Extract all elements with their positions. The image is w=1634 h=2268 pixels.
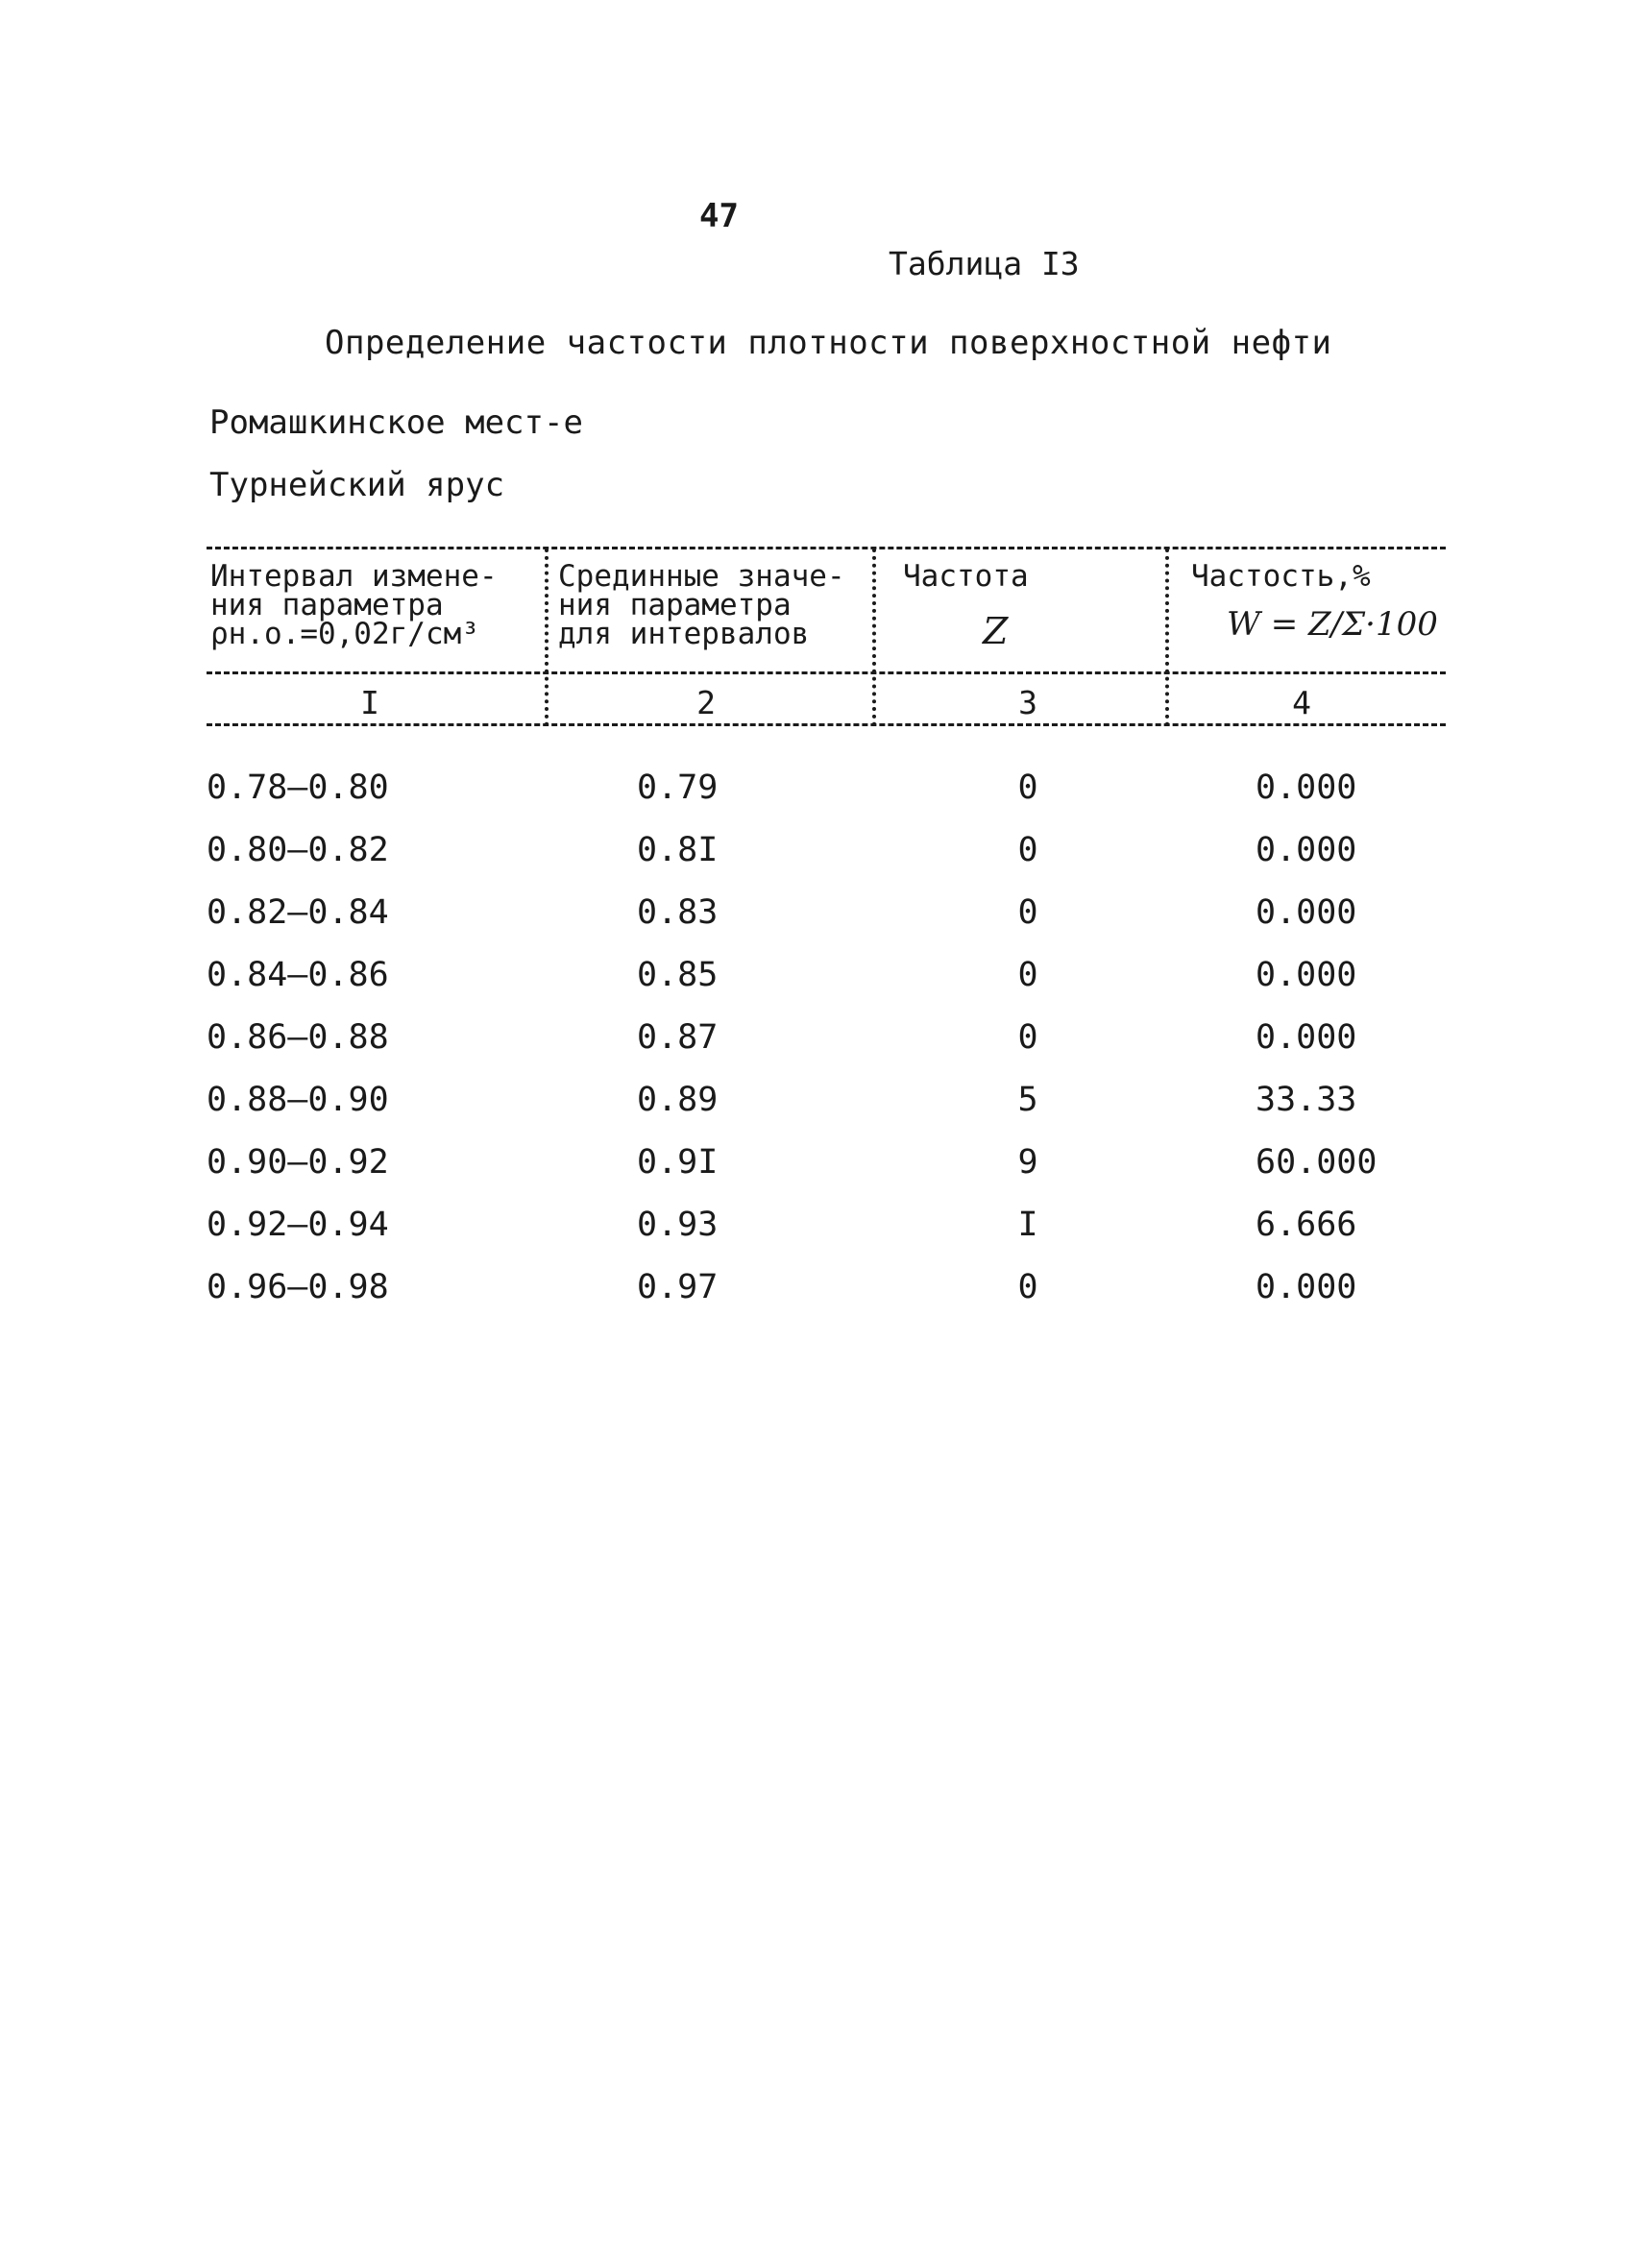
cell-frequency: 0 xyxy=(1017,1018,1038,1057)
cell-relative-frequency: 0.000 xyxy=(1256,1018,1357,1057)
table-row xyxy=(207,1081,1446,1143)
table-row xyxy=(207,831,1446,893)
cell-frequency: I xyxy=(1017,1206,1038,1244)
header-separator-1 xyxy=(545,549,549,726)
cell-interval: 0.80–0.82 xyxy=(207,831,389,869)
header-mid-rule xyxy=(207,671,1446,674)
cell-midpoint: 0.79 xyxy=(637,768,719,807)
table-row xyxy=(207,1018,1446,1081)
cell-midpoint: 0.85 xyxy=(637,956,719,994)
cell-frequency: 0 xyxy=(1017,893,1038,932)
cell-frequency: 5 xyxy=(1017,1081,1038,1119)
cell-interval: 0.96–0.98 xyxy=(207,1268,389,1306)
document-title: Определение частости плотности поверхностной нефти xyxy=(325,324,1332,362)
table-label: Таблица I3 xyxy=(889,245,1080,282)
cell-relative-frequency: 0.000 xyxy=(1256,956,1357,994)
cell-midpoint: 0.87 xyxy=(637,1018,719,1057)
cell-relative-frequency: 0.000 xyxy=(1256,1268,1357,1306)
cell-interval: 0.88–0.90 xyxy=(207,1081,389,1119)
table-row xyxy=(207,956,1446,1018)
cell-interval: 0.90–0.92 xyxy=(207,1143,389,1182)
cell-midpoint: 0.97 xyxy=(637,1268,719,1306)
cell-relative-frequency: 6.666 xyxy=(1256,1206,1357,1244)
field-name: Ромашкинское мест-е xyxy=(209,403,583,442)
cell-relative-frequency: 0.000 xyxy=(1256,768,1357,807)
cell-interval: 0.82–0.84 xyxy=(207,893,389,932)
cell-interval: 0.78–0.80 xyxy=(207,768,389,807)
table-row xyxy=(207,1143,1446,1206)
frequency-symbol: Z xyxy=(983,610,1009,652)
column-number-1: I xyxy=(360,684,379,721)
cell-relative-frequency: 0.000 xyxy=(1256,831,1357,869)
table-body xyxy=(207,768,1446,1330)
cell-frequency: 0 xyxy=(1017,956,1038,994)
header-separator-2 xyxy=(872,549,876,726)
header-top-rule xyxy=(207,547,1446,549)
page-number: 47 xyxy=(699,197,739,235)
cell-interval: 0.84–0.86 xyxy=(207,956,389,994)
cell-relative-frequency: 0.000 xyxy=(1256,893,1357,932)
table-row xyxy=(207,893,1446,956)
cell-frequency: 0 xyxy=(1017,768,1038,807)
header-bottom-rule xyxy=(207,723,1446,726)
cell-midpoint: 0.89 xyxy=(637,1081,719,1119)
cell-midpoint: 0.9I xyxy=(637,1143,719,1182)
table-row xyxy=(207,768,1446,831)
cell-relative-frequency: 60.000 xyxy=(1256,1143,1378,1182)
cell-frequency: 9 xyxy=(1017,1143,1038,1182)
table-header xyxy=(207,543,1446,730)
relative-frequency-formula: W = Z/Σ·100 xyxy=(1227,605,1438,644)
cell-midpoint: 0.93 xyxy=(637,1206,719,1244)
header-col-interval: Интервал измене- ния параметра ρн.о.=0,02г/см³ xyxy=(210,559,498,651)
stage-name: Турнейский ярус xyxy=(209,466,505,504)
cell-interval: 0.86–0.88 xyxy=(207,1018,389,1057)
header-separator-3 xyxy=(1165,549,1169,726)
column-number-4: 4 xyxy=(1292,684,1311,721)
cell-interval: 0.92–0.94 xyxy=(207,1206,389,1244)
cell-frequency: 0 xyxy=(1017,1268,1038,1306)
column-number-3: 3 xyxy=(1018,684,1037,721)
column-number-2: 2 xyxy=(696,684,716,721)
header-col-midpoint: Срединные значе- ния параметра для интервалов xyxy=(558,559,845,651)
cell-midpoint: 0.83 xyxy=(637,893,719,932)
header-col-frequency: Частота xyxy=(903,559,1029,594)
table-row xyxy=(207,1206,1446,1268)
cell-relative-frequency: 33.33 xyxy=(1256,1081,1357,1119)
header-col-relative-frequency: Частость,% xyxy=(1191,559,1371,594)
cell-frequency: 0 xyxy=(1017,831,1038,869)
table-row xyxy=(207,1268,1446,1330)
cell-midpoint: 0.8I xyxy=(637,831,719,869)
